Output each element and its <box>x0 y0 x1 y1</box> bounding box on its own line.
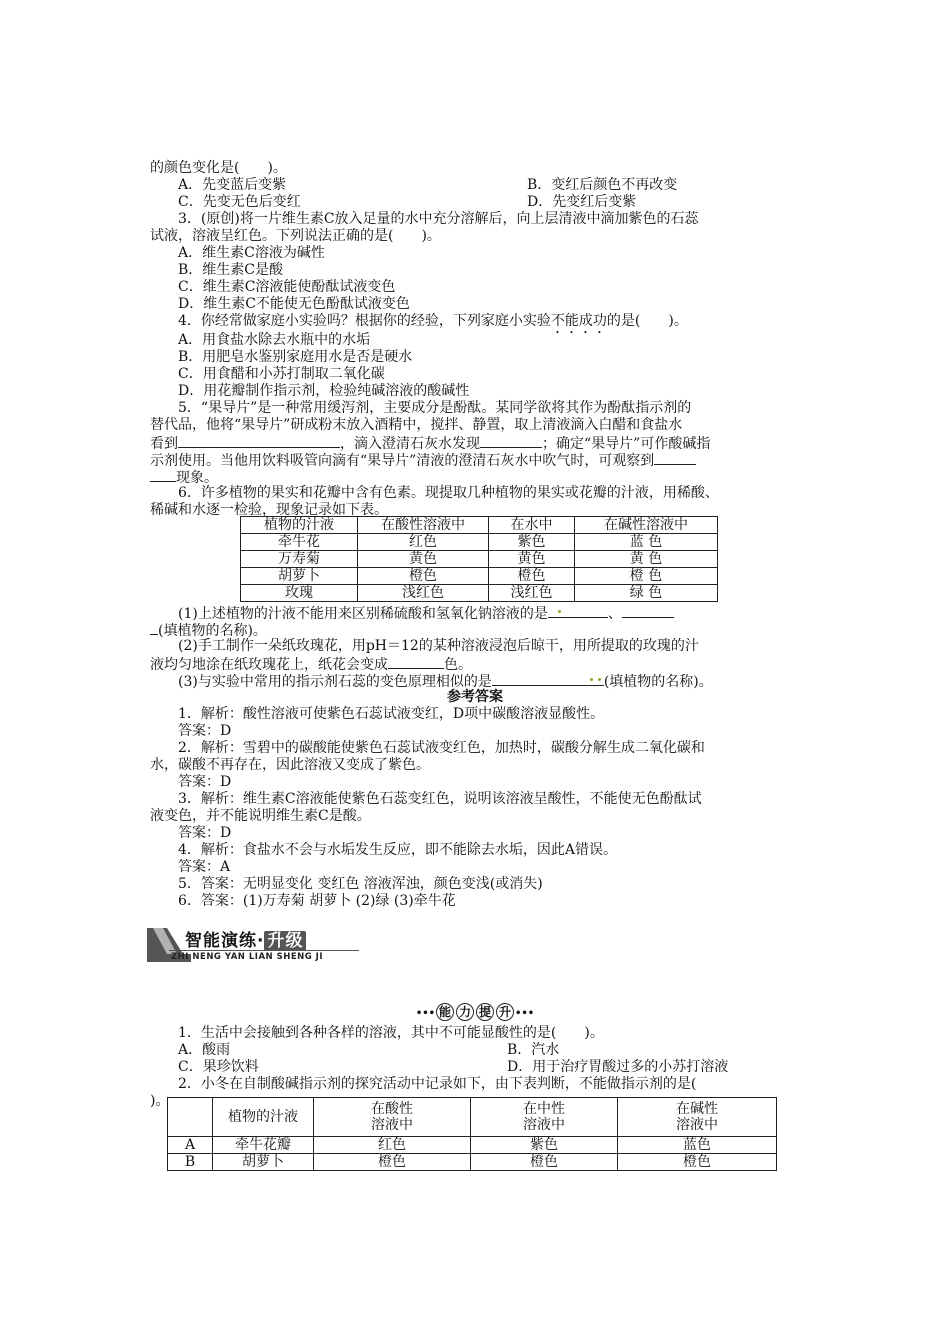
q5-blank-3b <box>150 468 176 482</box>
table-header-cell <box>618 1098 777 1137</box>
practice-1-stem: 1．生活中会接触到各种各样的溶液，其中不可能显酸性的是( )。 <box>178 1025 604 1041</box>
q3-option-d: D．维生素C不能使无色酚酞试液变色 <box>178 296 410 312</box>
q6-part-1-tail: (填植物的名称)。 <box>158 623 267 639</box>
indicator-table-2 <box>167 1097 777 1171</box>
answer-1: 答案：D <box>178 723 232 739</box>
q6-blank-3 <box>388 655 444 669</box>
answers-title: 参考答案 <box>447 689 503 705</box>
answer-2: 答案：D <box>178 774 232 790</box>
table-row <box>241 585 718 602</box>
table-row <box>241 534 718 551</box>
table-cell: 黄色 <box>489 551 575 568</box>
table-cell: 牵牛花瓣 <box>213 1137 314 1154</box>
q6-part-1-text: (1)上述植物的汁液不能用来区别稀硫酸和氢氧化钠溶液的是 <box>178 606 548 622</box>
q4-stem-pre: 4．你经常做家庭小实验吗？根据你的经验，下列家庭小实验 <box>178 313 551 329</box>
q6-part-2-text: 液均匀地涂在纸玫瑰花上，纸花会变成 <box>150 657 388 673</box>
banner-title <box>185 926 306 951</box>
answer-3-explanation-1: 3．解析：维生素C溶液能使紫色石蕊变红色，说明该溶液呈酸性，不能使无色酚酞试 <box>178 791 702 807</box>
table-header-cell <box>314 1098 471 1137</box>
header-line: 溶液中 <box>523 1117 565 1133</box>
table-header-row <box>241 517 718 534</box>
q4-option-d: D．用花瓣制作指示剂，检验纯碱溶液的酸碱性 <box>178 383 470 399</box>
green-mark-icon <box>598 678 601 681</box>
table-cell: 胡萝卜 <box>241 568 358 585</box>
q6-part-3-tail: (填植物的名称)。 <box>603 674 713 690</box>
q6-blank-4 <box>492 672 604 686</box>
header-line: 在酸性 <box>371 1101 413 1117</box>
table-header-cell: 植物的汁液 <box>213 1098 314 1137</box>
header-line: 溶液中 <box>676 1117 718 1133</box>
table-cell: 蓝 色 <box>575 534 718 551</box>
q6-part-3-text: (3)与实验中常用的指示剂石蕊的变色原理相似的是 <box>178 674 492 690</box>
table-cell: 橙 色 <box>575 568 718 585</box>
banner-title-b: 升级 <box>264 931 306 951</box>
table-cell: 蓝色 <box>618 1137 777 1154</box>
banner-title-a: 智能演练 <box>185 931 257 951</box>
q5-blank-2 <box>480 434 542 448</box>
q4-stem-emphasis: 不能成功 <box>550 313 607 329</box>
section-char: 力 <box>456 1003 474 1021</box>
banner-title-dot: · <box>257 931 265 951</box>
q2-option-b: B．变红后颜色不再改变 <box>527 177 678 193</box>
q6-line-2: 稀碱和水逐一检验，现象记录如下表。 <box>150 502 388 518</box>
table-cell: 橙色 <box>471 1154 618 1171</box>
question-2-stem-tail: 的颜色变化是( )。 <box>150 160 287 176</box>
table-row <box>168 1154 777 1171</box>
answer-6: 6．答案：(1)万寿菊 胡萝卜 (2)绿 (3)牵牛花 <box>178 893 456 909</box>
answer-1-explanation: 1．解析：酸性溶液可使紫色石蕊试液变红，D项中碳酸溶液显酸性。 <box>178 706 605 722</box>
header-line: 在中性 <box>523 1101 565 1117</box>
table-cell: B <box>168 1154 213 1171</box>
table-row <box>241 551 718 568</box>
answer-3: 答案：D <box>178 825 232 841</box>
q2-option-d: D．先变红后变紫 <box>527 194 637 210</box>
table-cell: 橙色 <box>358 568 489 585</box>
practice-1-option-b: B．汽水 <box>507 1042 560 1058</box>
q3-stem-2: 试液，溶液呈红色。下列说法正确的是( )。 <box>150 228 441 244</box>
table-cell: 紫色 <box>489 534 575 551</box>
section-char: 能 <box>436 1003 454 1021</box>
q2-option-a: A．先变蓝后变紫 <box>178 177 287 193</box>
table-header-row <box>168 1098 777 1137</box>
table-cell: 红色 <box>358 534 489 551</box>
q3-option-c: C．维生素C溶液能使酚酞试液变色 <box>178 279 396 295</box>
q6-blank-2b <box>150 621 158 635</box>
green-mark-icon <box>590 678 593 681</box>
practice-2-stem-1: 2．小冬在自制酸碱指示剂的探究活动中记录如下，由下表判断，不能做指示剂的是( <box>178 1076 697 1092</box>
q5-line-3-c: ；确定“果导片”可作酸碱指 <box>542 436 711 452</box>
table-cell: 黄色 <box>358 551 489 568</box>
answer-5: 5．答案：无明显变化 变红色 溶液浑浊，颜色变浅(或消失) <box>178 876 543 892</box>
answer-2-explanation-2: 水，碳酸不再存在，因此溶液又变成了紫色。 <box>150 757 430 773</box>
q2-option-c: C．先变无色后变红 <box>178 194 301 210</box>
section-dots-left: ••• <box>415 1008 435 1019</box>
table-header-cell: 在酸性溶液中 <box>358 517 489 534</box>
table-cell: 浅红色 <box>358 585 489 602</box>
q5-line-5-text: 现象。 <box>176 470 218 486</box>
practice-1-option-a: A．酸雨 <box>178 1042 231 1058</box>
practice-2-stem-2: )。 <box>150 1093 170 1109</box>
q4-option-a: A．用食盐水除去水瓶中的水垢 <box>178 332 371 348</box>
answer-4: 答案：A <box>178 859 231 875</box>
q5-line-3-b: ，滴入澄清石灰水发现 <box>340 436 480 452</box>
q5-line-1: 5．“果导片”是一种常用缓泻剂，主要成分是酚酞。某同学欲将其作为酚酞指示剂的 <box>178 400 692 416</box>
table-header-cell <box>471 1098 618 1137</box>
answer-4-explanation: 4．解析：食盐水不会与水垢发生反应，即不能除去水垢，因此A错误。 <box>178 842 618 858</box>
indicator-table-1 <box>240 516 718 602</box>
q4-option-c: C．用食醋和小苏打制取二氧化碳 <box>178 366 385 382</box>
section-dots-right: ••• <box>515 1008 535 1019</box>
q5-line-4 <box>150 451 696 470</box>
table-cell: 万寿菊 <box>241 551 358 568</box>
section-char: 提 <box>476 1003 494 1021</box>
q5-line-3-a: 看到 <box>150 436 178 452</box>
q5-blank-3a <box>654 451 696 465</box>
table-cell: 红色 <box>314 1137 471 1154</box>
banner-rule <box>169 950 359 951</box>
green-mark-icon <box>558 610 561 613</box>
table-cell: 黄 色 <box>575 551 718 568</box>
q6-part-2-tail: 色。 <box>444 657 472 673</box>
table-cell: 橙色 <box>489 568 575 585</box>
table-cell: A <box>168 1137 213 1154</box>
table-row <box>241 568 718 585</box>
q5-line-2: 替代品，他将“果导片”研成粉末放入酒精中，搅拌、静置，取上清液滴入白醋和食盐水 <box>150 417 683 433</box>
ability-section-title <box>0 1003 950 1023</box>
q6-blank-1 <box>548 604 608 618</box>
q4-stem-post: 的是( )。 <box>606 313 688 329</box>
q6-blank-2a <box>622 604 674 618</box>
q3-option-b: B．维生素C是酸 <box>178 262 283 278</box>
q3-option-a: A．维生素C溶液为碱性 <box>178 245 325 261</box>
table-cell: 橙色 <box>618 1154 777 1171</box>
header-line: 溶液中 <box>371 1117 413 1133</box>
q6-part-2-line-1: (2)手工制作一朵纸玫瑰花，用pH＝12的某种溶液浸泡后晾干，用所提取的玫瑰的汁 <box>178 638 699 654</box>
table-header-cell: 在碱性溶液中 <box>575 517 718 534</box>
table-cell: 玫瑰 <box>241 585 358 602</box>
table-header-cell <box>168 1098 213 1137</box>
table-cell: 橙色 <box>314 1154 471 1171</box>
answer-2-explanation-1: 2．解析：雪碧中的碳酸能使紫色石蕊试液变红色，加热时，碳酸分解生成二氧化碳和 <box>178 740 705 756</box>
header-line: 在碱性 <box>676 1101 718 1117</box>
banner-pinyin: ZHI NENG YAN LIAN SHENG JI <box>171 952 324 962</box>
q5-blank-1 <box>178 434 340 448</box>
table-cell: 胡萝卜 <box>213 1154 314 1171</box>
section-banner <box>145 924 365 964</box>
practice-1-option-c: C．果珍饮料 <box>178 1059 259 1075</box>
q4-option-b: B．用肥皂水鉴别家庭用水是否是硬水 <box>178 349 413 365</box>
table-cell: 牵牛花 <box>241 534 358 551</box>
table-cell: 浅红色 <box>489 585 575 602</box>
q6-part-1-sep: 、 <box>607 606 622 622</box>
table-header-cell: 植物的汁液 <box>241 517 358 534</box>
q3-stem-1: 3．(原创)将一片维生素C放入足量的水中充分溶解后，向上层清液中滴加紫色的石蕊 <box>178 211 699 227</box>
q5-line-4-a: 示剂使用。当他用饮料吸管向滴有“果导片”清液的澄清石灰水中吹气时，可观察到 <box>150 453 655 469</box>
table-row <box>168 1137 777 1154</box>
section-char: 升 <box>496 1003 514 1021</box>
table-cell: 紫色 <box>471 1137 618 1154</box>
q6-line-1: 6．许多植物的果实和花瓣中含有色素。现提取几种植物的果实或花瓣的汁液，用稀酸、 <box>178 485 719 501</box>
answer-3-explanation-2: 液变色，并不能说明维生素C是酸。 <box>150 808 371 824</box>
table-header-cell: 在水中 <box>489 517 575 534</box>
practice-1-option-d: D．用于治疗胃酸过多的小苏打溶液 <box>507 1059 729 1075</box>
table-cell: 绿 色 <box>575 585 718 602</box>
